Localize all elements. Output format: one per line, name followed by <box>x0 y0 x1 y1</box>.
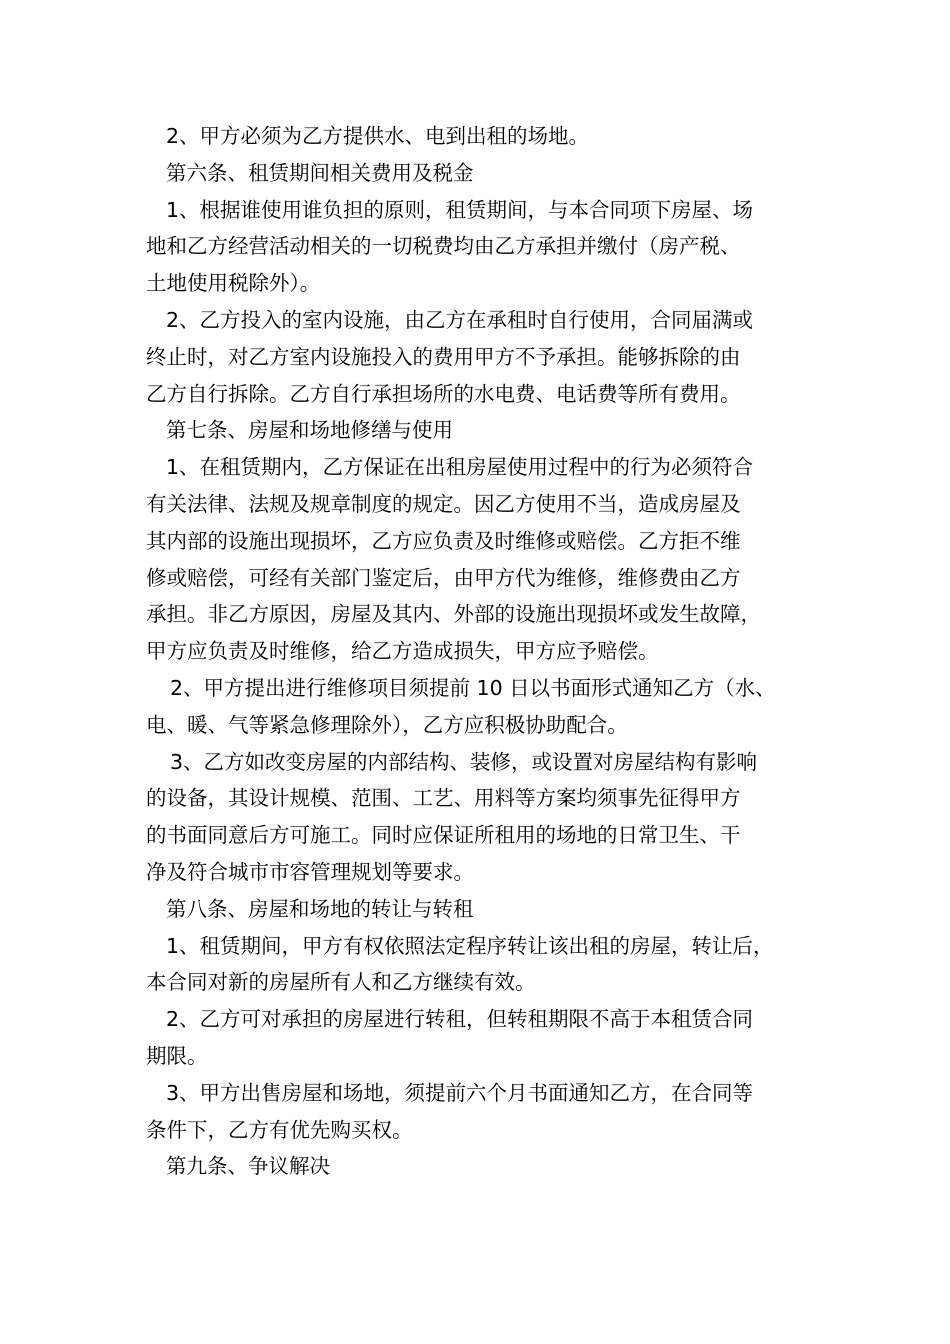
clause-line: 的设备，其设计规模、范围、工艺、用料等方案均须事先征得甲方 <box>146 786 741 811</box>
clause-line: 有关法律、法规及规章制度的规定。因乙方使用不当，造成房屋及 <box>146 491 741 516</box>
clause-line: 的书面同意后方可施工。同时应保证所租用的场地的日常卫生、干 <box>146 823 741 848</box>
section-heading-6: 第六条、租赁期间相关费用及税金 <box>166 160 474 185</box>
clause-line: 2、乙方可对承担的房屋进行转租，但转租期限不高于本租赁合同 <box>166 1007 754 1032</box>
clause-line: 2、甲方提出进行维修项目须提前 10 日以书面形式通知乙方（水、 <box>170 675 776 700</box>
clause-line: 土地使用税除外）。 <box>146 271 321 296</box>
clause-line: 条件下，乙方有优先购买权。 <box>146 1117 413 1142</box>
section-heading-9: 第九条、争议解决 <box>166 1154 330 1179</box>
contract-text <box>146 118 826 1185</box>
clause-line: 净及符合城市市容管理规划等要求。 <box>146 859 474 884</box>
clause-line: 1、租赁期间，甲方有权依照法定程序转让该出租的房屋，转让后， <box>166 933 774 958</box>
clause-line: 乙方自行拆除。乙方自行承担场所的水电费、电话费等所有费用。 <box>146 381 741 406</box>
clause-line: 1、在租赁期内，乙方保证在出租房屋使用过程中的行为必须符合 <box>166 455 754 480</box>
clause-line: 本合同对新的房屋所有人和乙方继续有效。 <box>146 970 536 995</box>
clause-line: 其内部的设施出现损坏，乙方应负责及时维修或赔偿。乙方拒不维 <box>146 528 741 553</box>
clause-line: 终止时，对乙方室内设施投入的费用甲方不予承担。能够拆除的由 <box>146 344 741 369</box>
clause-line: 1、根据谁使用谁负担的原则，租赁期间，与本合同项下房屋、场 <box>166 197 754 222</box>
clause-line: 期限。 <box>146 1043 208 1068</box>
clause-line: 地和乙方经营活动相关的一切税费均由乙方承担并缴付（房产税、 <box>146 234 741 259</box>
clause-line: 2、乙方投入的室内设施，由乙方在承租时自行使用，合同届满或 <box>166 307 754 332</box>
clause-line: 3、乙方如改变房屋的内部结构、装修，或设置对房屋结构有影响 <box>170 749 758 774</box>
clause-line: 承担。非乙方原因，房屋及其内、外部的设施出现损坏或发生故障， <box>146 602 761 627</box>
clause-line: 3、甲方出售房屋和场地，须提前六个月书面通知乙方，在合同等 <box>166 1080 754 1105</box>
clause-line: 甲方应负责及时维修，给乙方造成损失，甲方应予赔偿。 <box>146 639 659 664</box>
section-heading-8: 第八条、房屋和场地的转让与转租 <box>166 896 474 921</box>
clause-line: 修或赔偿，可经有关部门鉴定后，由甲方代为维修，维修费由乙方 <box>146 565 741 590</box>
clause-line: 2、甲方必须为乙方提供水、电到出租的场地。 <box>166 124 590 148</box>
section-heading-7: 第七条、房屋和场地修缮与使用 <box>166 418 453 443</box>
clause-line: 电、暖、气等紧急修理除外），乙方应积极协助配合。 <box>146 712 628 737</box>
